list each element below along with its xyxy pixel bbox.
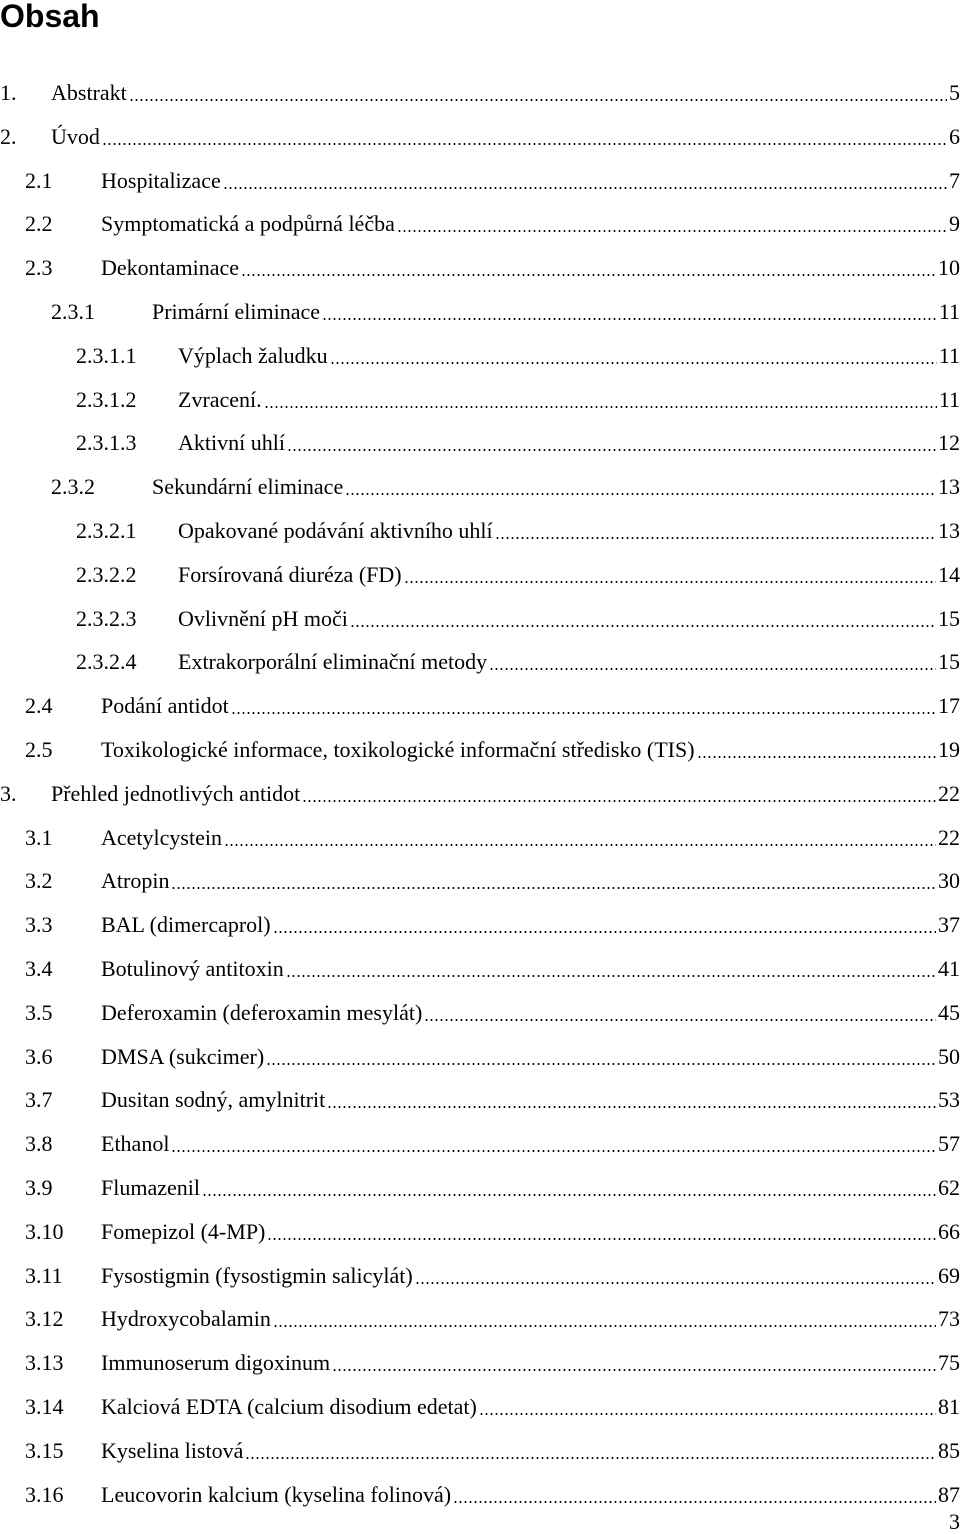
toc-entry-title: Flumazenil [101, 1175, 200, 1200]
toc-entry-number: 2.1 [25, 167, 53, 193]
toc-entry-number: 3.9 [25, 1175, 53, 1200]
toc-entry-page: 37 [938, 912, 960, 938]
toc-entry-page: 11 [938, 342, 960, 368]
toc-entry-number: 3. [0, 780, 17, 806]
toc-entry[interactable] [76, 500, 960, 544]
toc-entry-number: 3.8 [25, 1131, 53, 1157]
toc-entry-number: 3.2 [25, 868, 53, 894]
toc-entry-number: 3.5 [25, 999, 53, 1025]
toc-entry-title: Fysostigmin (fysostigmin salicylát) [101, 1262, 413, 1288]
toc-entry-number: 3.6 [25, 1043, 53, 1069]
toc-entry[interactable] [25, 675, 960, 719]
toc-entry[interactable] [25, 150, 960, 194]
toc-dot-leader [330, 362, 937, 364]
toc-entry[interactable] [25, 894, 960, 938]
toc-dot-leader [495, 537, 936, 539]
toc-entry-title: Dusitan sodný, amylnitrit [101, 1087, 326, 1113]
toc-entry-number: 2.3.2.1 [76, 518, 137, 543]
toc-dot-leader [267, 1238, 936, 1240]
toc-dot-leader [327, 1106, 936, 1108]
toc-entry-number: 3.3 [25, 912, 53, 938]
toc-entry[interactable] [25, 1201, 960, 1245]
toc-dot-leader [453, 1501, 936, 1503]
toc-entry[interactable] [76, 325, 960, 369]
toc-dot-leader [241, 274, 936, 276]
toc-entry-title: Symptomatická a podpůrná léčba [101, 211, 395, 237]
toc-entry-title: Hospitalizace [101, 167, 221, 193]
toc-entry-title: Immunoserum digoxinum [101, 1350, 331, 1376]
toc-entry-title: BAL (dimercaprol) [101, 912, 271, 938]
toc-entry[interactable] [76, 544, 960, 588]
toc-entry-number: 1. [0, 80, 17, 105]
toc-entry[interactable] [25, 1288, 960, 1332]
toc-entry-page: 53 [938, 1087, 960, 1113]
toc-entry[interactable] [25, 807, 960, 851]
toc-entry[interactable] [25, 938, 960, 982]
toc-entry-page: 15 [938, 605, 960, 631]
toc-entry-title: Hydroxycobalamin [101, 1306, 271, 1332]
toc-entry-page: 12 [938, 430, 960, 456]
toc-entry[interactable] [0, 763, 960, 807]
toc-entry-title: Forsírovaná diuréza (FD) [178, 561, 402, 587]
toc-dot-leader [202, 1194, 936, 1196]
toc-entry-title: Přehled jednotlivých antidot [51, 780, 301, 806]
toc-entry-page: 6 [949, 123, 960, 149]
toc-entry-number: 3.11 [25, 1262, 63, 1288]
page-number: 3 [949, 1509, 960, 1534]
toc-entry-title: DMSA (sukcimer) [101, 1043, 265, 1069]
toc-entry-number: 2.3 [25, 255, 53, 281]
toc-entry[interactable] [25, 1245, 960, 1289]
toc-entry[interactable] [25, 1069, 960, 1113]
toc-entry[interactable] [76, 631, 960, 675]
toc-entry-page: 69 [938, 1262, 960, 1288]
toc-dot-leader [404, 581, 936, 583]
toc-dot-leader [479, 1413, 936, 1415]
toc-entry-number: 3.1 [25, 824, 53, 850]
toc-dot-leader [224, 844, 936, 846]
toc-entry[interactable] [25, 193, 960, 237]
toc-entry[interactable] [25, 1464, 960, 1508]
toc-entry-page: 50 [938, 1043, 960, 1069]
toc-entry-title: Atropin [101, 868, 170, 894]
toc-entry[interactable] [76, 588, 960, 632]
toc-entry-title: Úvod [51, 123, 100, 149]
toc-entry-page: 45 [938, 999, 960, 1025]
toc-entry-number: 3.14 [25, 1394, 64, 1419]
toc-entry-title: Ovlivnění pH moči [178, 605, 348, 631]
toc-entry-title: Leucovorin kalcium (kyselina folinová) [101, 1481, 452, 1507]
toc-dot-leader [273, 1325, 936, 1327]
toc-entry-title: Toxikologické informace, toxikologické informační středisko (TIS) [101, 737, 695, 762]
toc-dot-leader [489, 668, 936, 670]
toc-entry-number: 3.10 [25, 1218, 64, 1244]
toc-dot-leader [266, 1063, 936, 1065]
toc-entry-title: Abstrakt [51, 80, 127, 105]
toc-entry-page: 85 [938, 1437, 960, 1463]
toc-dot-leader [415, 1282, 936, 1284]
toc-entry-page: 13 [938, 518, 960, 543]
toc-dot-leader [286, 975, 936, 977]
toc-entry-number: 2.3.1.3 [76, 430, 137, 456]
toc-dot-leader [245, 1457, 936, 1459]
toc-entry-page: 7 [949, 167, 960, 193]
toc-entry-page: 87 [938, 1481, 960, 1507]
toc-entry-title: Botulinový antitoxin [101, 956, 284, 981]
toc-entry-number: 2.4 [25, 693, 53, 719]
toc-dot-leader [223, 187, 947, 189]
toc-entry-page: 10 [938, 255, 960, 281]
toc-dot-leader [697, 756, 936, 758]
toc-entry-page: 14 [938, 561, 960, 587]
toc-entry-title: Podání antidot [101, 693, 229, 719]
toc-dot-leader [264, 406, 937, 408]
toc-entry[interactable] [25, 1332, 960, 1376]
toc-entry-number: 3.13 [25, 1350, 64, 1376]
toc-entry-number: 2.3.2.2 [76, 561, 137, 587]
toc-dot-leader [424, 1019, 936, 1021]
toc-entry-title: Výplach žaludku [178, 342, 328, 368]
toc-dot-leader [171, 887, 936, 889]
toc-entry-title: Ethanol [101, 1131, 170, 1157]
toc-entry[interactable] [0, 62, 960, 106]
toc-entry[interactable] [76, 369, 960, 413]
toc-entry-title: Sekundární eliminace [152, 474, 344, 500]
toc-entry-page: 57 [938, 1131, 960, 1157]
toc-entry-page: 5 [949, 80, 960, 105]
toc-dot-leader [231, 712, 936, 714]
toc-entry[interactable] [25, 1113, 960, 1157]
toc-entry-title: Kyselina listová [101, 1437, 244, 1463]
toc-entry-page: 73 [938, 1306, 960, 1332]
toc-entry[interactable] [25, 1376, 960, 1420]
toc-dot-leader [273, 931, 936, 933]
toc-dot-leader [332, 1369, 936, 1371]
toc-entry-number: 2.3.2 [51, 474, 95, 500]
toc-dot-leader [171, 1150, 936, 1152]
toc-entry-page: 13 [938, 474, 960, 500]
toc-entry-page: 22 [938, 780, 960, 806]
toc-dot-leader [397, 230, 947, 232]
toc-entry[interactable] [25, 850, 960, 894]
toc-entry-title: Primární eliminace [152, 299, 320, 324]
toc-entry[interactable] [76, 412, 960, 456]
toc-entry-title: Kalciová EDTA (calcium disodium edetat) [101, 1394, 477, 1419]
toc-entry-title: Acetylcystein [101, 824, 222, 850]
toc-entry[interactable] [0, 106, 960, 150]
toc-entry-page: 75 [938, 1350, 960, 1376]
toc-entry-number: 3.16 [25, 1481, 64, 1507]
toc-entry-number: 2.3.1 [51, 299, 95, 324]
toc-entry-number: 3.4 [25, 956, 53, 981]
toc-entry-page: 66 [938, 1218, 960, 1244]
toc-entry-number: 2. [0, 123, 17, 149]
toc-entry-title: Deferoxamin (deferoxamin mesylát) [101, 999, 423, 1025]
toc-entry-page: 17 [938, 693, 960, 719]
toc-entry-number: 2.3.1.2 [76, 386, 137, 412]
toc-entry-number: 2.3.2.3 [76, 605, 137, 631]
toc-entry-page: 22 [938, 824, 960, 850]
toc-entry-page: 19 [938, 737, 960, 762]
toc-entry[interactable] [51, 456, 960, 500]
toc-entry[interactable] [25, 237, 960, 281]
toc-entry[interactable] [51, 281, 960, 325]
toc-dot-leader [287, 449, 936, 451]
toc-entry-page: 41 [938, 956, 960, 981]
toc-entry-page: 15 [938, 649, 960, 675]
toc-entry-number: 2.5 [25, 737, 53, 762]
toc-entry-title: Extrakorporální eliminační metody [178, 649, 488, 675]
toc-entry-number: 2.3.2.4 [76, 649, 137, 675]
toc-entry[interactable] [25, 982, 960, 1026]
toc-entry-number: 3.12 [25, 1306, 64, 1332]
toc-entry[interactable] [25, 1157, 960, 1201]
toc-entry-number: 2.2 [25, 211, 53, 237]
toc-dot-leader [345, 493, 936, 495]
toc-entry-number: 3.15 [25, 1437, 64, 1463]
toc-dot-leader [350, 625, 936, 627]
toc-entry[interactable] [25, 1420, 960, 1464]
toc-entry-page: 11 [938, 386, 960, 412]
toc-entry-number: 2.3.1.1 [76, 342, 137, 368]
toc-entry[interactable] [25, 719, 960, 763]
toc-entry-title: Fomepizol (4-MP) [101, 1218, 266, 1244]
toc-dot-leader [322, 318, 937, 320]
toc-entry-page: 30 [938, 868, 960, 894]
toc-entry-page: 62 [938, 1175, 960, 1200]
toc-entry-title: Dekontaminace [101, 255, 240, 281]
toc-entry-page: 81 [938, 1394, 960, 1419]
page-title: Obsah [0, 0, 100, 34]
toc-entry-title: Opakované podávání aktivního uhlí [178, 518, 493, 543]
toc-entry-page: 11 [938, 299, 960, 324]
toc-entry-title: Zvracení. [178, 386, 262, 412]
toc-entry[interactable] [25, 1026, 960, 1070]
toc-dot-leader [302, 800, 936, 802]
toc-entry-number: 3.7 [25, 1087, 53, 1113]
toc-entry-title: Aktivní uhlí [178, 430, 285, 456]
toc-entry-page: 9 [949, 211, 960, 237]
toc-dot-leader [102, 143, 947, 145]
toc-dot-leader [129, 99, 947, 101]
